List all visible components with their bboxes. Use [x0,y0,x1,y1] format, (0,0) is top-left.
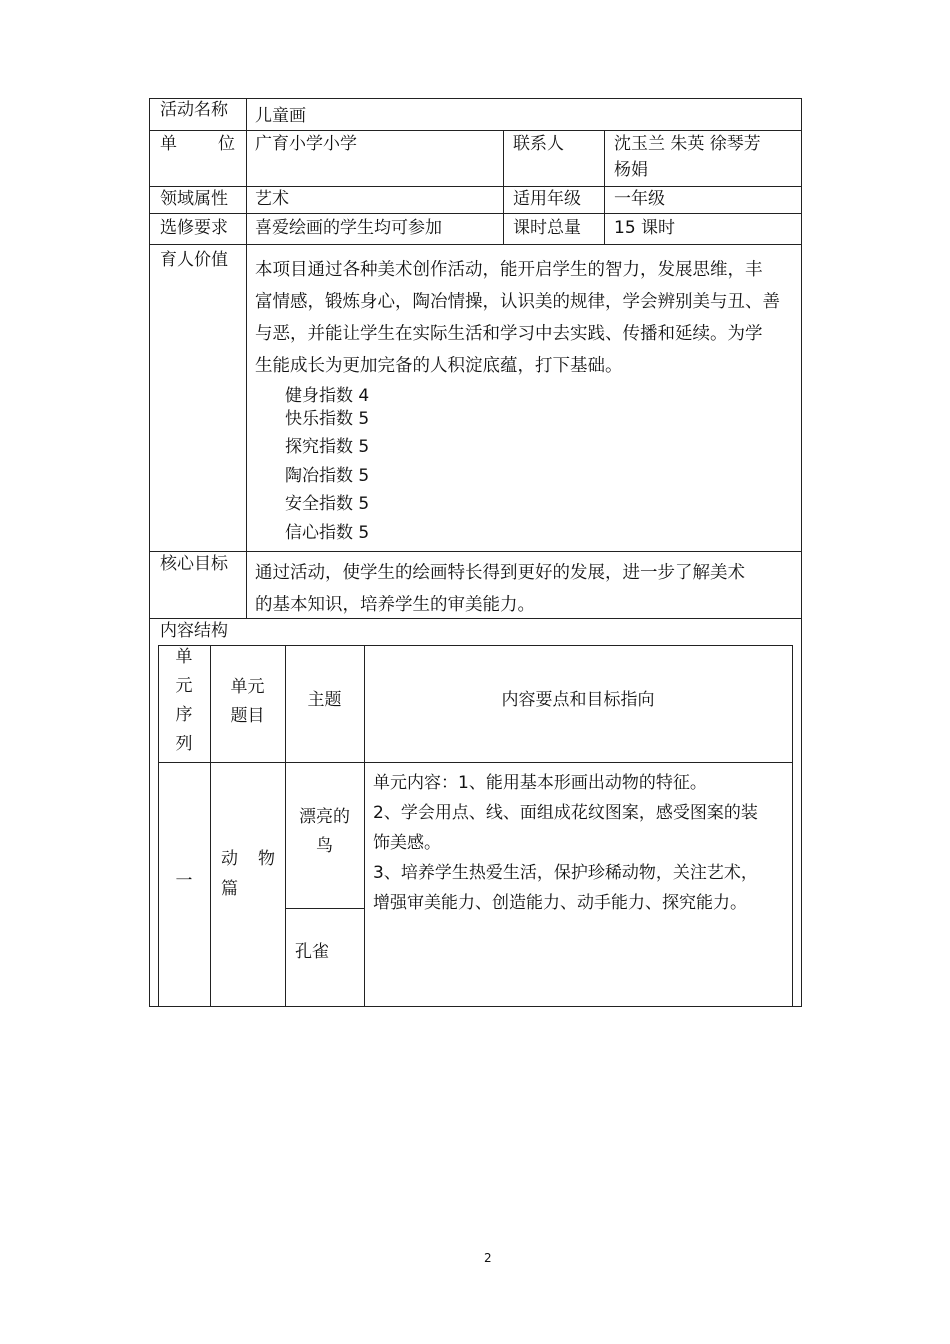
goal-section-paragraph [255,557,795,621]
contact-value-line2: 杨娟 [614,160,648,180]
theme-peacock: 孔雀 [295,942,329,962]
value-line: 与恶，并能让学生在实际生活和学习中去实践、传播和延续。为学 [255,324,763,344]
hours-value: 15 课时 [614,218,676,238]
elective-label: 选修要求 [160,218,228,238]
activity-name-label: 活动名称 [160,100,228,120]
value-line: 富情感，锻炼身心，陶冶情操，认识美的规律，学会辨别美与丑、善 [255,292,780,312]
index-confidence: 信心指数 5 [285,523,370,543]
grade-value: 一年级 [614,189,665,209]
content-point-line: 饰美感。 [373,833,441,853]
theme-beautiful-bird: 漂亮的 [299,807,350,827]
row-unit-sequence: 一 [175,871,193,891]
contact-label: 联系人 [513,134,564,154]
index-fitness: 健身指数 4 [285,386,370,406]
header-content-points: 内容要点和目标指向 [501,690,655,710]
value-line: 本项目通过各种美术创作活动，能开启学生的智力，发展思维，丰 [255,260,763,280]
content-point-line: 增强审美能力、创造能力、动手能力、探究能力。 [373,893,747,913]
content-point-line: 2、学会用点、线、面组成花纹图案，感受图案的装 [373,803,758,823]
contact-value-line1: 沈玉兰 朱英 徐琴芳 [614,134,761,154]
goal-line: 通过活动，使学生的绘画特长得到更好的发展，进一步了解美术 [255,563,745,583]
theme-beautiful-bird-line2: 鸟 [316,836,333,856]
activity-name-value: 儿童画 [255,106,306,126]
grade-label: 适用年级 [513,189,581,209]
content-points-paragraph [373,768,788,918]
content-point-line: 3、培养学生热爱生活，保护珍稀动物，关注艺术， [373,863,758,883]
hours-label: 课时总量 [513,218,581,238]
index-safety: 安全指数 5 [285,494,370,514]
row-unit-title-char1: 动 [221,849,238,869]
value-section-label: 育人价值 [160,250,228,270]
header-unit-title: 单元 题目 [230,677,265,726]
index-joy: 快乐指数 5 [285,409,370,429]
content-structure-label: 内容结构 [160,621,228,641]
value-line: 生能成长为更加完备的人积淀底蕴，打下基础。 [255,356,623,376]
header-theme: 主题 [307,690,342,710]
goal-line: 的基本知识，培养学生的审美能力。 [255,595,535,615]
unit-value: 广育小学小学 [255,134,357,154]
domain-label: 领域属性 [160,189,228,209]
value-section-paragraph [255,254,795,382]
header-unit-sequence: 单 元 序 列 [175,647,193,754]
unit-label-char1: 单 [160,134,177,154]
elective-value: 喜爱绘画的学生均可参加 [255,218,442,238]
row-unit-title-char3: 篇 [221,879,238,899]
unit-label-char2: 位 [218,134,235,154]
content-point-line: 单元内容：1、能用基本形画出动物的特征。 [373,773,707,793]
index-cultivation: 陶冶指数 5 [285,466,370,486]
domain-value: 艺术 [255,189,289,209]
row-unit-title-char2: 物 [258,849,275,869]
index-exploration: 探究指数 5 [285,437,370,457]
page-number: 2 [484,1251,492,1265]
goal-section-label: 核心目标 [160,554,228,574]
